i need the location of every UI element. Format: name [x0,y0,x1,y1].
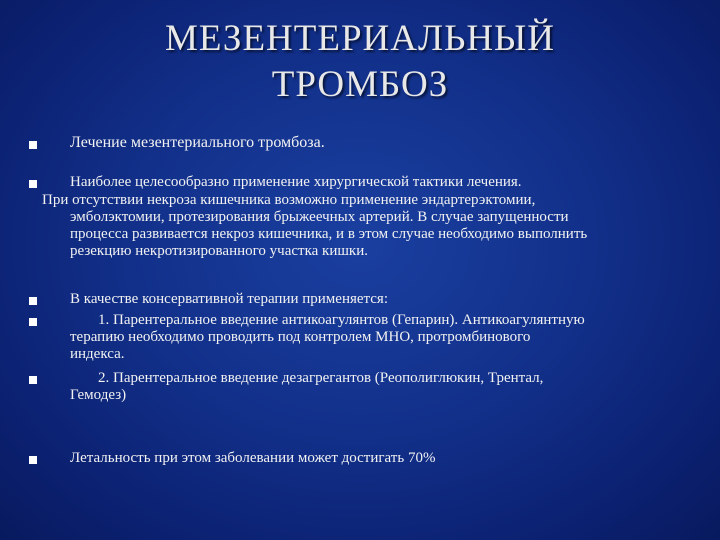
antiplatelets-line-2: Гемодез) [70,387,127,403]
square-bullet-icon [29,376,37,384]
treatment-heading: Лечение мезентериального тромбоза. [70,134,325,151]
square-bullet-icon [29,141,37,149]
square-bullet-icon [29,456,37,464]
surgical-line-1: При отсутствии некроза кишечника возможно применение эндартерэктомии, [42,192,536,208]
anticoagulants-line-1: 1. Парентеральное введение антикоагулянтов (Гепарин). Антикоагулянтную [98,312,585,328]
surgical-line-2: эмболэктомии, протезирования брыжеечных артерий. В случае запущенности [70,209,569,225]
square-bullet-icon [29,180,37,188]
surgical-paragraph [42,192,678,260]
surgical-line-3: процесса развивается некроз кишечника, и в этом случае необходимо выполнить [70,226,588,242]
title-line-1: МЕЗЕНТЕРИАЛЬНЫЙ [164,18,556,59]
anticoagulants-line-2: терапию необходимо проводить под контролем МНО, протромбинового [70,329,531,345]
surgical-intro: Наиболее целесообразно применение хирургической тактики лечения. [70,174,522,190]
square-bullet-icon [29,318,37,326]
antiplatelets-item [70,370,690,404]
anticoagulants-item [70,312,690,363]
anticoagulants-line-3: индекса. [70,346,125,362]
mortality-text: Летальность при этом заболевании может достигать 70% [70,450,436,466]
title-line-2: ТРОМБОЗ [271,64,449,105]
conservative-intro: В качестве консервативной терапии применяется: [70,291,388,307]
antiplatelets-line-1: 2. Парентеральное введение дезагрегантов (Реополиглюкин, Трентал, [98,370,544,386]
square-bullet-icon [29,297,37,305]
slide-title [60,16,660,108]
surgical-line-4: резекцию некротизированного участка кишки. [70,243,368,259]
